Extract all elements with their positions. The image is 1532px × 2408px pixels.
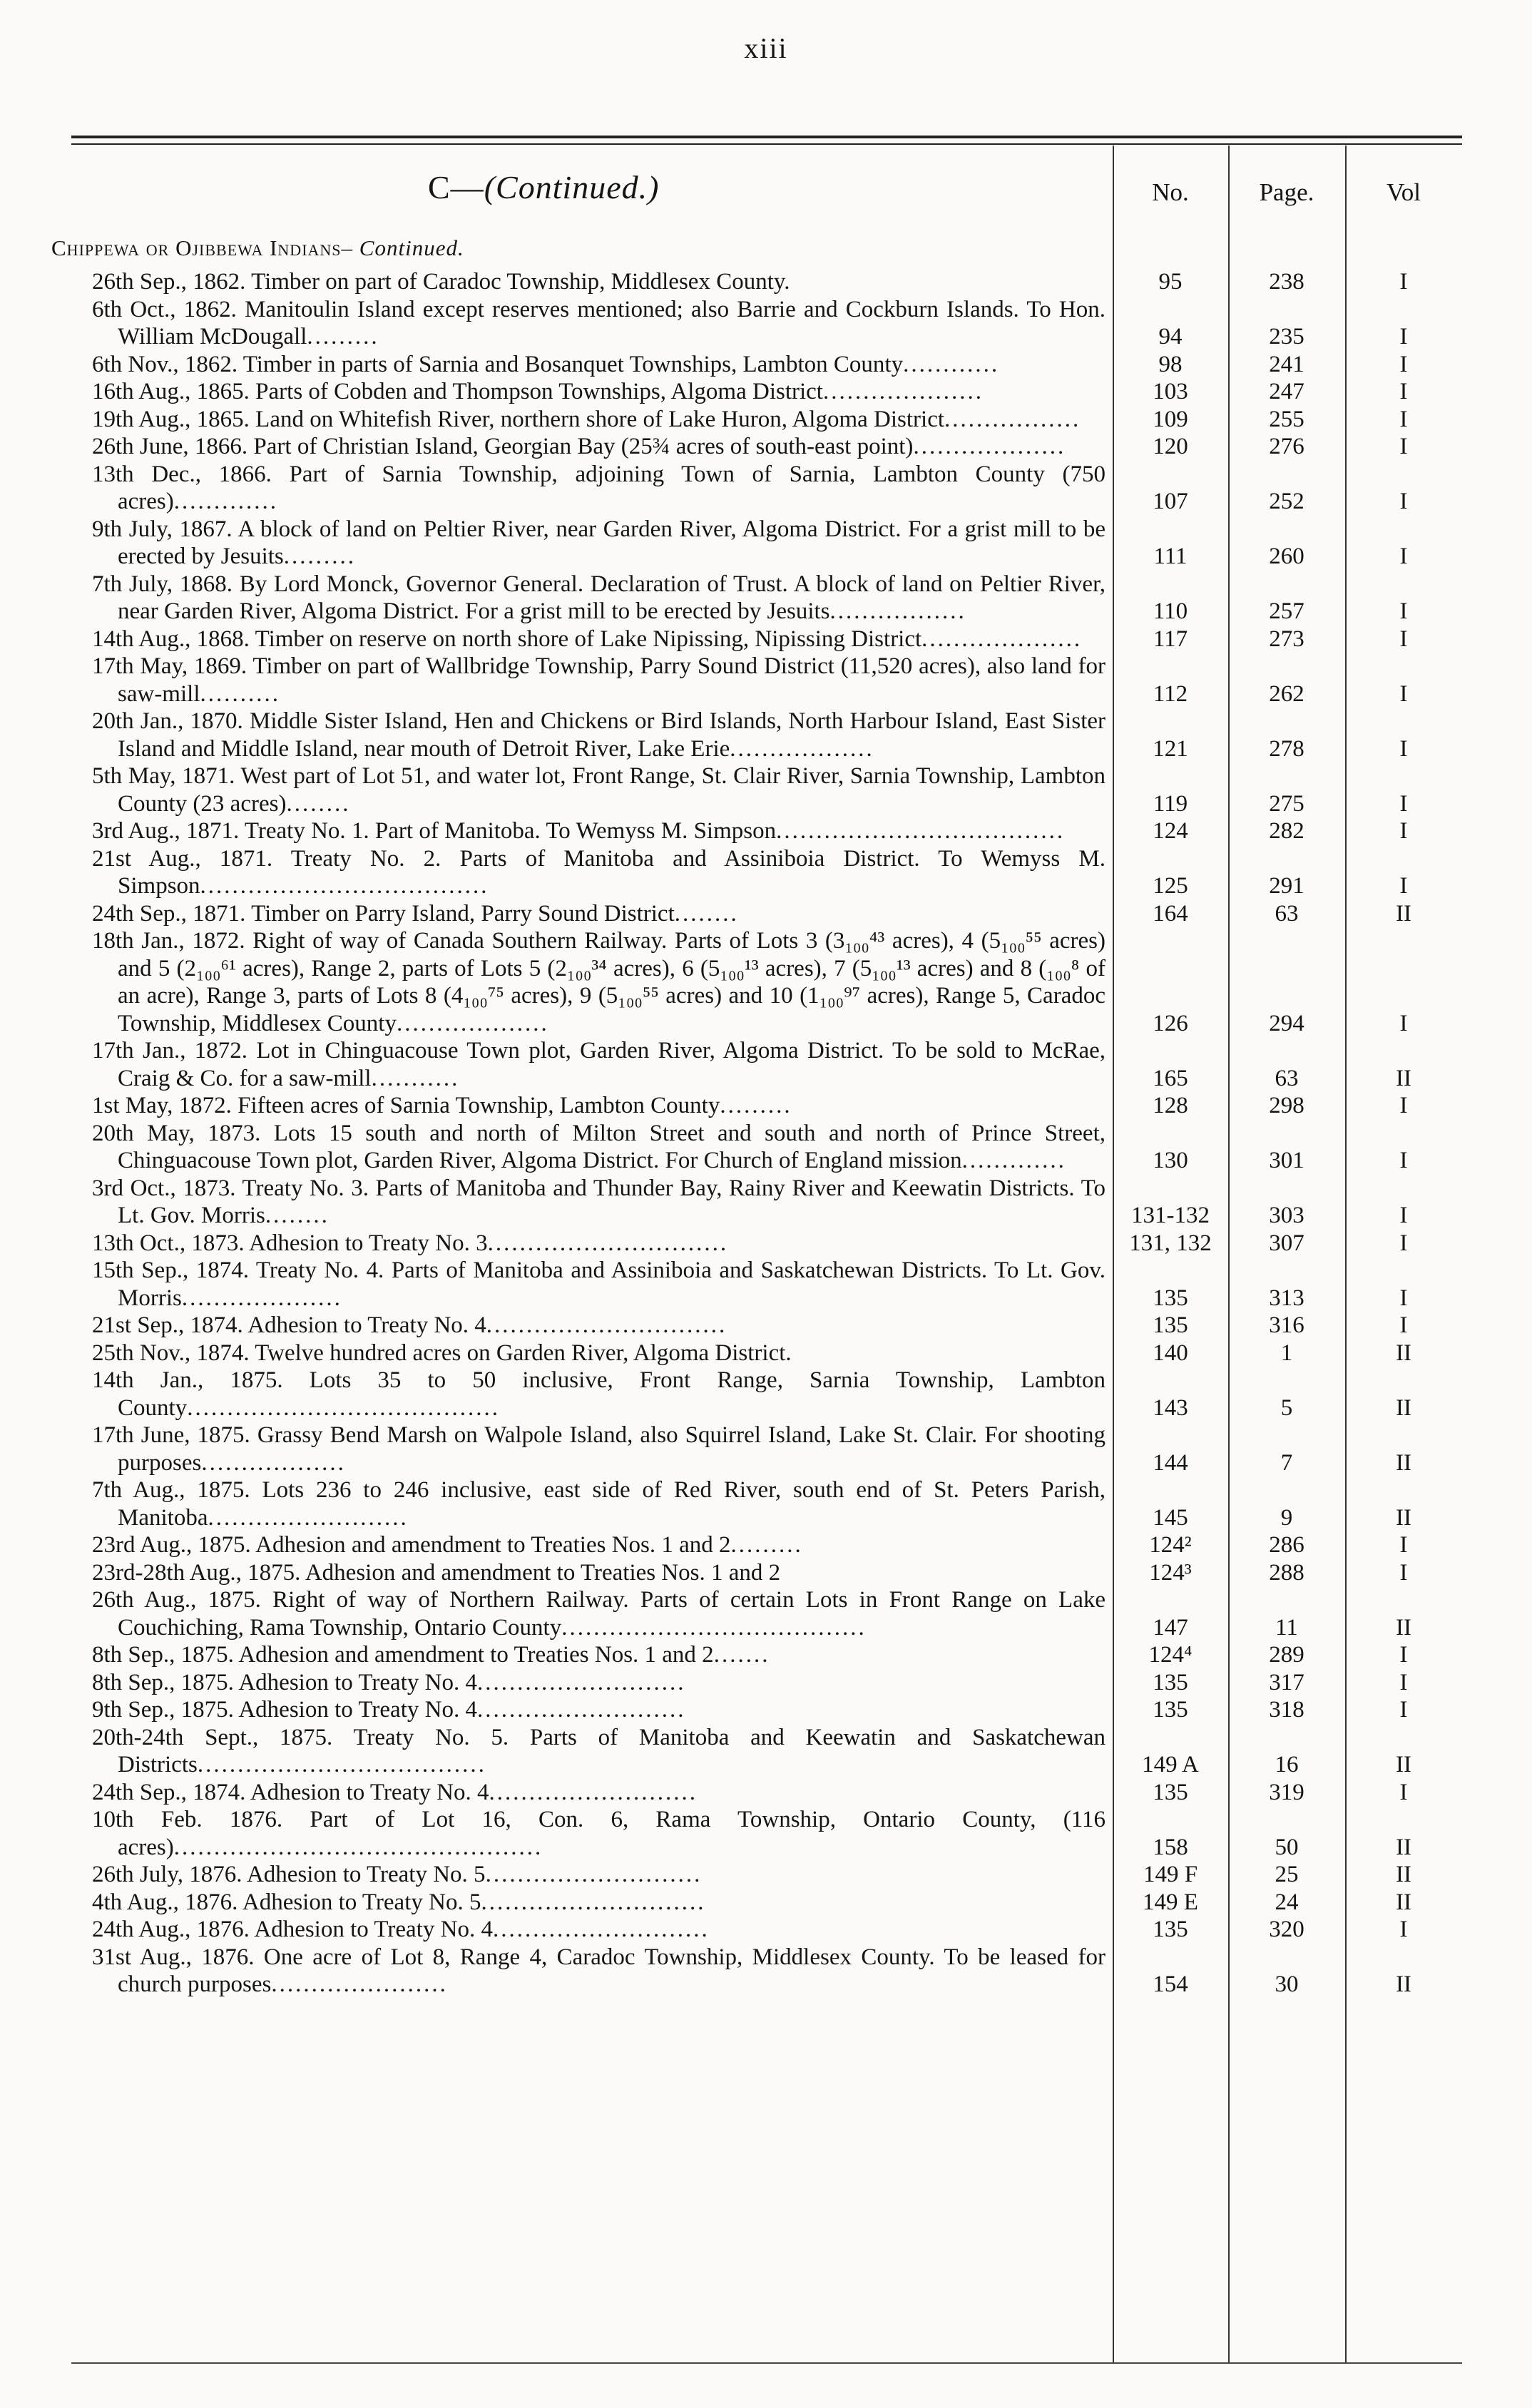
entry-number: 111 <box>1153 544 1188 569</box>
entry-number: 112 <box>1153 680 1188 707</box>
dot-leaders: ...................................... <box>561 1614 867 1641</box>
entry-volume: I <box>1399 626 1408 652</box>
entry-page: 278 <box>1269 735 1304 762</box>
list-item <box>0 1531 1532 1559</box>
entry-description <box>92 1476 1105 1531</box>
entry-number: 131, 132 <box>1129 1230 1212 1256</box>
list-item <box>0 516 1532 571</box>
list-item <box>0 1669 1532 1697</box>
entry-text: 3rd Aug., 1871. Treaty No. 1. Part of Manitoba. To Wemyss M. Simpson <box>92 818 777 844</box>
top-rule <box>71 136 1462 138</box>
entry-number: 140 <box>1153 1340 1188 1366</box>
entry-page: 303 <box>1269 1203 1304 1228</box>
entry-volume: I <box>1399 1010 1408 1036</box>
entry-page: 63 <box>1275 900 1299 927</box>
entry-description <box>92 571 1105 626</box>
entry-volume: I <box>1399 790 1408 817</box>
dot-leaders: .................................... <box>776 818 1066 844</box>
entry-description <box>92 1340 1105 1367</box>
list-item <box>0 708 1532 762</box>
entry-page: 260 <box>1269 544 1304 569</box>
entry-description <box>92 1696 1105 1724</box>
entry-number: 117 <box>1153 626 1188 652</box>
entry-description <box>92 1586 1105 1641</box>
entry-number: 94 <box>1158 324 1183 350</box>
dot-leaders: ......... <box>307 324 379 350</box>
entry-number: 121 <box>1153 735 1188 762</box>
entry-page: 319 <box>1269 1779 1304 1805</box>
entry-text: 1st May, 1872. Fifteen acres of Sarnia Township, Lambton County <box>92 1093 720 1118</box>
entry-description <box>92 406 1105 434</box>
list-item <box>0 1230 1532 1257</box>
entry-number: 147 <box>1153 1614 1188 1641</box>
dot-leaders: ................. <box>944 406 1081 432</box>
entry-description <box>92 1175 1105 1230</box>
list-item <box>0 1586 1532 1641</box>
entry-page: 282 <box>1269 818 1304 844</box>
entry-text: 26th Aug., 1875. Right of way of Northern Railway. Parts of certain Lots in Front Range on Lake Couchiching, Rama Township, Ontario County <box>92 1587 1105 1641</box>
entry-page: 238 <box>1269 269 1304 295</box>
dot-leaders: .................... <box>822 379 984 404</box>
dot-leaders: ....................................... <box>187 1394 500 1421</box>
entry-number: 103 <box>1153 379 1188 404</box>
entry-page: 235 <box>1269 324 1304 350</box>
list-item <box>0 1422 1532 1476</box>
entry-volume: I <box>1399 1532 1408 1558</box>
entry-text: 9th July, 1867. A block of land on Peltier River, near Garden River, Algoma District. For a grist mill to be erected by Jesuits <box>92 516 1105 569</box>
entry-text: 10th Feb. 1876. Part of Lot 16, Con. 6, Rama Township, Ontario County, (116 acres) <box>92 1807 1105 1860</box>
entry-volume: I <box>1399 1093 1408 1118</box>
dot-leaders: .............................................. <box>173 1834 543 1860</box>
list-item <box>0 817 1532 845</box>
entry-number: 124² <box>1149 1532 1192 1558</box>
entry-text: 17th Jan., 1872. Lot in Chinguacouse Town plot, Garden River, Algoma District. To be sold to McRae, Craig & Co. for a saw-mill <box>92 1038 1105 1091</box>
entry-page: 294 <box>1269 1010 1304 1036</box>
entry-number: 124³ <box>1149 1559 1192 1586</box>
entry-number: 119 <box>1153 790 1188 817</box>
dot-leaders: .............................. <box>486 1312 727 1338</box>
top-rule-thin <box>71 143 1462 145</box>
entry-volume: II <box>1396 1834 1411 1860</box>
entry-text: 14th Aug., 1868. Timber on reserve on north shore of Lake Nipissing, Nipissing District <box>92 626 922 652</box>
section-letter: C— <box>428 169 484 205</box>
entry-description <box>92 461 1105 516</box>
entry-volume: I <box>1399 598 1408 624</box>
entry-number: 135 <box>1153 1312 1188 1338</box>
entry-volume: I <box>1399 1669 1408 1695</box>
entry-text: 15th Sep., 1874. Treaty No. 4. Parts of Manitoba and Assiniboia and Saskatchewan Districts. To Lt. Gov. Morris <box>92 1257 1105 1311</box>
entry-description <box>92 1861 1105 1889</box>
list-item <box>0 1916 1532 1944</box>
entry-description <box>92 1230 1105 1257</box>
entry-page: 1 <box>1280 1340 1293 1366</box>
entry-description <box>92 516 1105 571</box>
entry-volume: I <box>1399 1917 1408 1942</box>
entry-description <box>92 1944 1105 1999</box>
entry-volume: I <box>1399 818 1408 844</box>
entry-description <box>92 817 1105 845</box>
list-item <box>0 1257 1532 1312</box>
dot-leaders: .................... <box>181 1285 342 1311</box>
entry-number: 135 <box>1153 1779 1188 1805</box>
entry-volume: II <box>1396 1065 1411 1091</box>
entry-description <box>92 1092 1105 1120</box>
entry-volume: II <box>1396 1449 1411 1476</box>
dot-leaders: ........... <box>371 1065 460 1091</box>
entry-text: 24th Sep., 1874. Adhesion to Treaty No. 4 <box>92 1779 489 1805</box>
list-item <box>0 268 1532 296</box>
entry-volume: I <box>1399 735 1408 762</box>
entry-page: 286 <box>1269 1532 1304 1558</box>
entry-description <box>92 1037 1105 1092</box>
dot-leaders: ........ <box>265 1203 330 1228</box>
entry-text: 26th Sep., 1862. Timber on part of Caradoc Township, Middlesex County. <box>92 269 790 295</box>
entry-page: 255 <box>1269 406 1304 432</box>
entry-text: 26th June, 1866. Part of Christian Island, Georgian Bay (25¾ acres of south-east point) <box>92 434 914 459</box>
dot-leaders: ............................ <box>481 1889 706 1915</box>
entry-page: 262 <box>1269 680 1304 707</box>
entry-text: 6th Oct., 1862. Manitoulin Island except reserves mentioned; also Barrie and Cockburn Islands. To Hon. William McDougall <box>92 296 1105 350</box>
entry-page: 11 <box>1275 1614 1298 1641</box>
section-heading <box>428 168 659 206</box>
entry-description <box>92 762 1105 817</box>
entry-volume: II <box>1396 1394 1411 1421</box>
entry-page: 298 <box>1269 1093 1304 1118</box>
entry-number: 98 <box>1158 351 1183 377</box>
list-item <box>0 1779 1532 1807</box>
entry-number: 135 <box>1153 1697 1188 1723</box>
dot-leaders: .......................... <box>476 1697 686 1723</box>
entry-page: 318 <box>1269 1697 1304 1723</box>
entry-number: 164 <box>1153 900 1188 927</box>
entry-volume: II <box>1396 1971 1411 1997</box>
entry-page: 50 <box>1275 1834 1299 1860</box>
dot-leaders: . <box>785 1340 794 1366</box>
list-item <box>0 1696 1532 1724</box>
entry-volume: II <box>1396 1504 1411 1531</box>
column-header-page: Page. <box>1259 178 1314 206</box>
entry-text: 20th Jan., 1870. Middle Sister Island, Hen and Chickens or Bird Islands, North Harbour Island, East Sister Island and Middle Island, near mouth of Detroit River, Lake Erie <box>92 708 1105 762</box>
dot-leaders: .......................... <box>489 1779 698 1805</box>
dot-leaders: ........ <box>674 900 739 927</box>
entry-page: 252 <box>1269 489 1304 514</box>
entry-description <box>92 296 1105 351</box>
dot-leaders: ................. <box>829 598 966 624</box>
entry-text: 3rd Oct., 1873. Treaty No. 3. Parts of Manitoba and Thunder Bay, Rainy River and Keewatin Districts. To Lt. Gov. Morris <box>92 1175 1105 1228</box>
list-item <box>0 1944 1532 1999</box>
dot-leaders: ...................... <box>271 1971 448 1997</box>
list-item <box>0 1861 1532 1889</box>
entry-volume: II <box>1396 1862 1411 1887</box>
dot-leaders: .................... <box>921 626 1083 652</box>
dot-leaders: ............ <box>903 351 1000 377</box>
entry-volume: I <box>1399 1203 1408 1228</box>
entry-number: 143 <box>1153 1394 1188 1421</box>
entry-description <box>92 626 1105 653</box>
entry-number: 158 <box>1153 1834 1188 1860</box>
list-item <box>0 1559 1532 1587</box>
entry-description <box>92 1120 1105 1175</box>
entry-text: 31st Aug., 1876. One acre of Lot 8, Range 4, Caradoc Township, Middlesex County. To be leased for church purposes <box>92 1944 1105 1997</box>
entry-description <box>92 1806 1105 1861</box>
entry-description <box>92 1724 1105 1779</box>
entry-description <box>92 1779 1105 1807</box>
entry-description <box>92 433 1105 461</box>
subheading <box>51 235 464 261</box>
entry-volume: I <box>1399 434 1408 459</box>
entry-volume: I <box>1399 1779 1408 1805</box>
entry-page: 7 <box>1280 1449 1293 1476</box>
entry-number: 149 A <box>1142 1752 1199 1777</box>
entry-volume: I <box>1399 1697 1408 1723</box>
entry-text: 8th Sep., 1875. Adhesion and amendment to Treaties Nos. 1 and 2 <box>92 1642 714 1668</box>
entry-number: 154 <box>1153 1971 1188 1997</box>
list-item <box>0 296 1532 351</box>
dot-leaders: .................................... <box>197 1752 486 1777</box>
entry-text: 23rd Aug., 1875. Adhesion and amendment to Treaties Nos. 1 and 2 <box>92 1532 731 1558</box>
entry-volume: I <box>1399 1230 1408 1256</box>
entry-text: 24th Aug., 1876. Adhesion to Treaty No. 4 <box>92 1917 493 1942</box>
bottom-rule <box>71 2362 1462 2364</box>
entry-volume: I <box>1399 544 1408 569</box>
dot-leaders: .................. <box>201 1449 346 1476</box>
entry-list <box>0 268 1532 1999</box>
dot-leaders: ........ <box>286 790 351 817</box>
entry-volume: I <box>1399 351 1408 377</box>
entry-text: 21st Sep., 1874. Adhesion to Treaty No. 4 <box>92 1312 486 1338</box>
entry-text: 9th Sep., 1875. Adhesion to Treaty No. 4 <box>92 1697 477 1723</box>
entry-text: 26th July, 1876. Adhesion to Treaty No. 5 <box>92 1862 486 1887</box>
entry-volume: I <box>1399 1642 1408 1668</box>
list-item <box>0 626 1532 653</box>
entry-number: 124 <box>1153 818 1188 844</box>
entry-description <box>92 378 1105 406</box>
entry-description <box>92 1312 1105 1340</box>
entry-description <box>92 1531 1105 1559</box>
list-item <box>0 1120 1532 1175</box>
list-item <box>0 900 1532 928</box>
dot-leaders: ................... <box>913 434 1066 459</box>
list-item <box>0 1340 1532 1367</box>
entry-text: 17th May, 1869. Timber on part of Wallbridge Township, Parry Sound District (11,520 acres), also land for saw-mill <box>92 653 1105 707</box>
entry-text: 4th Aug., 1876. Adhesion to Treaty No. 5 <box>92 1889 481 1915</box>
entry-text: 7th Aug., 1875. Lots 236 to 246 inclusive, east side of Red River, south end of St. Peters Parish, Manitoba <box>92 1477 1105 1531</box>
list-item <box>0 653 1532 708</box>
entry-volume: I <box>1399 324 1408 350</box>
entry-page: 289 <box>1269 1642 1304 1668</box>
entry-description <box>92 927 1105 1037</box>
entry-description <box>92 1669 1105 1697</box>
entry-text: 8th Sep., 1875. Adhesion to Treaty No. 4 <box>92 1669 477 1695</box>
entry-number: 135 <box>1153 1669 1188 1695</box>
entry-volume: II <box>1396 1752 1411 1777</box>
entry-text: 19th Aug., 1865. Land on Whitefish River, northern shore of Lake Huron, Algoma District <box>92 406 945 432</box>
entry-page: 313 <box>1269 1285 1304 1311</box>
list-item <box>0 1641 1532 1669</box>
dot-leaders: .................. <box>730 735 874 762</box>
dot-leaders: ....... <box>713 1642 770 1668</box>
entry-description <box>92 653 1105 708</box>
dot-leaders: .................................... <box>200 873 489 899</box>
dot-leaders: ......................... <box>208 1504 409 1531</box>
entry-volume: I <box>1399 406 1408 432</box>
entry-page: 63 <box>1275 1065 1299 1091</box>
entry-number: 128 <box>1153 1093 1188 1118</box>
list-item <box>0 1476 1532 1531</box>
list-item <box>0 1037 1532 1092</box>
entry-text: 17th June, 1875. Grassy Bend Marsh on Walpole Island, also Squirrel Island, Lake St. Clair. For shooting purposes <box>92 1422 1105 1476</box>
list-item <box>0 461 1532 516</box>
entry-volume: I <box>1399 1285 1408 1311</box>
entry-description <box>92 1641 1105 1669</box>
entry-description <box>92 900 1105 928</box>
entry-volume: I <box>1399 269 1408 295</box>
list-item <box>0 845 1532 900</box>
entry-description <box>92 268 1105 296</box>
dot-leaders: ......... <box>730 1532 803 1558</box>
list-item <box>0 1806 1532 1861</box>
entry-page: 16 <box>1275 1752 1299 1777</box>
entry-description <box>92 1367 1105 1422</box>
entry-number: 145 <box>1153 1504 1188 1531</box>
dot-leaders: .......................... <box>476 1669 686 1695</box>
entry-page: 273 <box>1269 626 1304 652</box>
dot-leaders: ........................... <box>492 1917 710 1942</box>
page-number: xiii <box>744 32 788 64</box>
dot-leaders: ................... <box>396 1010 549 1036</box>
entry-page: 276 <box>1269 434 1304 459</box>
entry-number: 149 F <box>1143 1862 1198 1887</box>
entry-number: 120 <box>1153 434 1188 459</box>
dot-leaders: .............................. <box>487 1230 729 1256</box>
list-item <box>0 433 1532 461</box>
entry-volume: I <box>1399 379 1408 404</box>
entry-number: 95 <box>1158 269 1183 295</box>
entry-text: 5th May, 1871. West part of Lot 51, and water lot, Front Range, St. Clair River, Sarnia Township, Lambton County (23 acres) <box>92 763 1105 817</box>
entry-text: 18th Jan., 1872. Right of way of Canada Southern Railway. Parts of Lots 3 (3₁₀₀⁴³ acres), 4 (5₁₀₀⁵⁵ acres) and 5 (2₁₀₀⁶¹ acres), Range 2, parts of Lots 5 (2₁₀₀³⁴ acres), 6 (5₁₀₀¹³ acres), 7 (5₁₀₀¹³ acres) and 8 (₁₀₀⁸ of an acre), Range 3, parts of Lots 8 (4₁₀₀⁷⁵ acres), 9 (5₁₀₀⁵⁵ acres) and 10 (1₁₀₀⁹⁷ acres), Range 5, Caradoc Township, Middlesex County <box>92 928 1105 1036</box>
entry-number: 110 <box>1153 598 1188 624</box>
entry-page: 307 <box>1269 1230 1304 1256</box>
entry-volume: II <box>1396 1340 1411 1366</box>
list-item <box>0 406 1532 434</box>
entry-number: 107 <box>1153 489 1188 514</box>
entry-number: 149 E <box>1143 1889 1198 1915</box>
entry-volume: I <box>1399 1312 1408 1338</box>
list-item <box>0 571 1532 626</box>
entry-description <box>92 1559 1105 1587</box>
entry-number: 135 <box>1153 1917 1188 1942</box>
list-item <box>0 1724 1532 1779</box>
entry-text: 6th Nov., 1862. Timber in parts of Sarnia and Bosanquet Townships, Lambton County <box>92 351 904 377</box>
entry-text: 14th Jan., 1875. Lots 35 to 50 inclusive, Front Range, Sarnia Township, Lambton County <box>92 1367 1105 1421</box>
column-header-no: No. <box>1152 178 1189 206</box>
entry-page: 288 <box>1269 1559 1304 1586</box>
entry-number: 124⁴ <box>1148 1642 1193 1668</box>
entry-text: 20th-24th Sept., 1875. Treaty No. 5. Parts of Manitoba and Keewatin and Saskatchewan Districts <box>92 1724 1105 1777</box>
dot-leaders: ............. <box>173 489 279 514</box>
entry-volume: II <box>1396 1889 1411 1915</box>
entry-page: 320 <box>1269 1917 1304 1942</box>
entry-page: 25 <box>1275 1862 1299 1887</box>
dot-leaders: ............. <box>961 1148 1066 1173</box>
list-item <box>0 351 1532 379</box>
entry-volume: I <box>1399 1559 1408 1586</box>
entry-description <box>92 1889 1105 1917</box>
entry-number: 126 <box>1153 1010 1188 1036</box>
entry-page: 301 <box>1269 1148 1304 1173</box>
subheading-continued: Continued. <box>359 235 464 260</box>
list-item <box>0 1175 1532 1230</box>
entry-volume: II <box>1396 900 1411 927</box>
entry-page: 316 <box>1269 1312 1304 1338</box>
entry-text: 24th Sep., 1871. Timber on Parry Island, Parry Sound District <box>92 900 675 927</box>
list-item <box>0 1092 1532 1120</box>
entry-text: 16th Aug., 1865. Parts of Cobden and Thompson Townships, Algoma District <box>92 379 823 404</box>
entry-description <box>92 845 1105 900</box>
entry-page: 30 <box>1275 1971 1299 1997</box>
entry-page: 291 <box>1269 873 1304 899</box>
entry-text: 20th May, 1873. Lots 15 south and north of Milton Street and south and north of Prince Street, Chinguacouse Town plot, Garden River, Algoma District. For Church of England mission <box>92 1120 1105 1173</box>
entry-number: 165 <box>1153 1065 1188 1091</box>
entry-page: 9 <box>1280 1504 1293 1531</box>
entry-volume: I <box>1399 489 1408 514</box>
subheading-name: Chippewa or Ojibbewa Indians– <box>51 235 354 260</box>
entry-description <box>92 1422 1105 1476</box>
entry-text: 21st Aug., 1871. Treaty No. 2. Parts of Manitoba and Assiniboia District. To Wemyss M. Simpson <box>92 845 1105 899</box>
entry-volume: I <box>1399 680 1408 707</box>
dot-leaders: ......... <box>283 544 357 569</box>
entry-number: 130 <box>1153 1148 1188 1173</box>
entry-number: 125 <box>1153 873 1188 899</box>
dot-leaders: ........................... <box>485 1862 703 1887</box>
entry-volume: I <box>1399 873 1408 899</box>
entry-page: 247 <box>1269 379 1304 404</box>
list-item <box>0 1367 1532 1422</box>
entry-number: 144 <box>1153 1449 1188 1476</box>
entry-page: 317 <box>1269 1669 1304 1695</box>
section-continued: (Continued.) <box>484 169 660 205</box>
list-item <box>0 378 1532 406</box>
entry-number: 135 <box>1153 1285 1188 1311</box>
column-header-vol: Vol <box>1387 178 1421 206</box>
dot-leaders: .......... <box>200 680 280 707</box>
list-item <box>0 1889 1532 1917</box>
dot-leaders: ......... <box>720 1093 792 1118</box>
entry-page: 275 <box>1269 790 1304 817</box>
entry-page: 24 <box>1275 1889 1299 1915</box>
list-item <box>0 927 1532 1037</box>
entry-volume: I <box>1399 1148 1408 1173</box>
entry-text: 13th Dec., 1866. Part of Sarnia Township, adjoining Town of Sarnia, Lambton County (750 acres) <box>92 461 1105 514</box>
list-item <box>0 1312 1532 1340</box>
list-item <box>0 762 1532 817</box>
entry-description <box>92 708 1105 762</box>
entry-text: 25th Nov., 1874. Twelve hundred acres on Garden River, Algoma District <box>92 1340 786 1366</box>
entry-description <box>92 351 1105 379</box>
entry-number: 109 <box>1153 406 1188 432</box>
entry-description <box>92 1916 1105 1944</box>
entry-volume: II <box>1396 1614 1411 1641</box>
entry-text: 23rd-28th Aug., 1875. Adhesion and amendment to Treaties Nos. 1 and 2 <box>92 1559 781 1586</box>
entry-page: 257 <box>1269 598 1304 624</box>
entry-page: 5 <box>1280 1394 1293 1421</box>
entry-page: 241 <box>1269 351 1304 377</box>
entry-description <box>92 1257 1105 1312</box>
entry-number: 131-132 <box>1131 1203 1210 1228</box>
entry-text: 13th Oct., 1873. Adhesion to Treaty No. 3 <box>92 1230 488 1256</box>
entry-text: 7th July, 1868. By Lord Monck, Governor General. Declaration of Trust. A block of land on Peltier River, near Garden River, Algoma District. For a grist mill to be erected by Jesuits <box>92 571 1105 624</box>
